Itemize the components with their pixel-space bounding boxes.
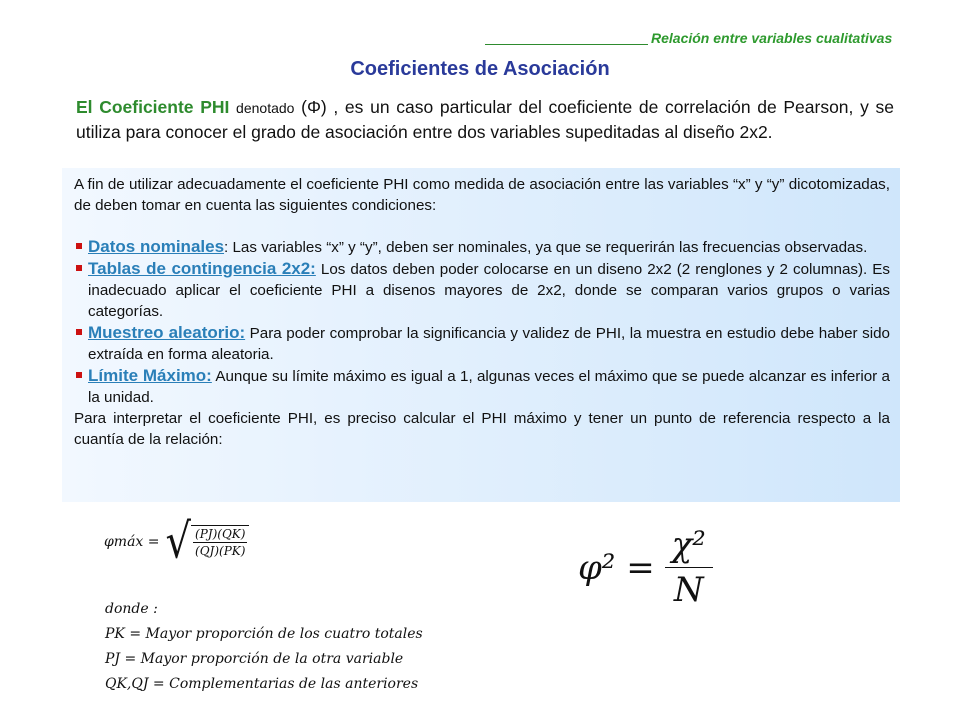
- condition-text: : Las variables “x” y “y”, deben ser nominales, ya que se requerirán las frecuencias observadas.: [224, 239, 868, 256]
- bullet-icon: [76, 265, 82, 271]
- condition-item: [74, 365, 890, 408]
- intro-text: (Φ) , es un caso particular del coeficiente de correlación de Pearson, y se utiliza para conocer el grado de asociación entre dos variables supeditadas al diseño 2x2.: [76, 97, 894, 142]
- condition-term: Tablas de contingencia 2x2:: [88, 259, 316, 278]
- panel-closing: Para interpretar el coeficiente PHI, es preciso calcular el PHI máximo y tener un punto de referencia respecto a la cuantía de la relación:: [74, 410, 890, 448]
- phi-max-formula: [104, 514, 249, 570]
- definition-line: PK = Mayor proporción de los cuatro totales: [105, 626, 423, 642]
- page-title: Coeficientes de Asociación: [350, 58, 610, 80]
- intro-denoted: denotado: [236, 100, 295, 116]
- phi-max-lhs: φmáx =: [104, 534, 160, 550]
- definition-line: QK,QJ = Complementarias de las anteriores: [105, 676, 419, 692]
- conditions-panel: [62, 168, 900, 502]
- phi-max-denominator: (QJ)(PK): [195, 544, 246, 558]
- condition-text: Para poder comprobar la significancia y validez de PHI, la muestra en estudio debe haber sido extraída en forma aleatoria.: [88, 325, 891, 363]
- condition-item: [74, 236, 890, 258]
- condition-item: [74, 258, 890, 322]
- bullet-icon: [76, 372, 82, 378]
- phi-squared-formula: [578, 525, 713, 610]
- sqrt-icon: √ $\frac{(PJ)(QK)}{(QJ)(PK)}$: [166, 522, 250, 562]
- phi-squared-denominator: N: [673, 570, 704, 610]
- condition-text: Aunque su límite máximo es igual a 1, algunas veces el máximo que se puede alcanzar es inferior a la unidad.: [88, 368, 890, 406]
- header-rule: [485, 44, 648, 45]
- bullet-icon: [76, 329, 82, 335]
- intro-term: El Coeficiente PHI: [76, 97, 230, 117]
- panel-lead: A fin de utilizar adecuadamente el coeficiente PHI como medida de asociación entre las variables “x” y “y” dicotomizadas, de deben tomar en cuenta las siguientes condiciones:: [74, 176, 890, 214]
- condition-term: Muestreo aleatorio:: [88, 323, 246, 342]
- condition-item: [74, 322, 890, 365]
- phi-squared-numerator: χ²: [671, 525, 706, 565]
- definitions-list: [105, 597, 423, 697]
- phi-squared-lhs: φ² =: [578, 547, 655, 588]
- condition-text: Los datos deben poder colocarse en un diseno 2x2 (2 renglones y 2 columnas). Es inadecuado aplicar el coeficiente PHI a disenos mayores de 2x2, donde se comparan varios grupos o varias categorías.: [88, 261, 890, 320]
- definition-line: donde :: [105, 601, 158, 617]
- condition-term: Límite Máximo:: [88, 366, 212, 385]
- bullet-icon: [76, 243, 82, 249]
- condition-term: Datos nominales: [88, 237, 225, 256]
- definition-line: PJ = Mayor proporción de la otra variable: [105, 651, 404, 667]
- header-subtitle: Relación entre variables cualitativas: [651, 30, 893, 46]
- intro-paragraph: [76, 95, 894, 144]
- phi-max-numerator: (PJ)(QK): [195, 527, 246, 541]
